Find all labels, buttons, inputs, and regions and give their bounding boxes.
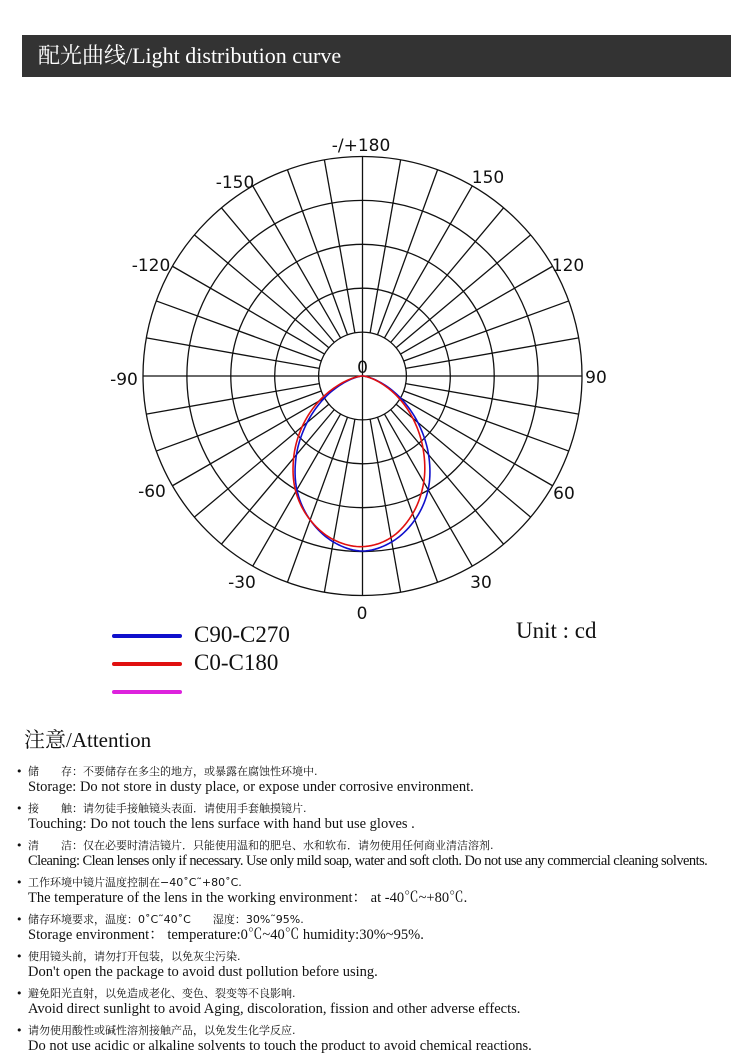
note-en: Cleaning: Clean lenses only if necessary. Use only mild soap, water and soft cloth. Do not use any commercial cleaning solvents. xyxy=(28,853,708,869)
note-zh: 清 洁：仅在必要时清洁镜片．只能使用温和的肥皂、水和软布．请勿使用任何商业清洁溶剂. xyxy=(28,839,494,852)
angle-label: -30 xyxy=(228,573,256,593)
attention-item-storage xyxy=(16,764,746,796)
bullet-icon: • xyxy=(16,876,23,889)
grid-spoke xyxy=(146,338,319,368)
attention-item-touching xyxy=(16,801,746,833)
attention-item-working-temp xyxy=(16,875,746,907)
polar-chart xyxy=(0,120,750,620)
legend-label: C90-C270 xyxy=(194,622,290,647)
note-zh: 请勿使用酸性或碱性溶剂接触产品，以免发生化学反应. xyxy=(28,1024,296,1037)
note-en: Storage: Do not store in dusty place, or expose under corrosive environment. xyxy=(28,779,474,795)
angle-label: -/+180 xyxy=(331,136,391,156)
note-zh: 工作环境中镜片温度控制在−40˚C˜+80˚C. xyxy=(28,876,242,889)
bullet-icon: • xyxy=(16,987,23,1000)
grid-spoke xyxy=(221,208,334,343)
grid-spoke xyxy=(404,301,569,361)
attention-title: 注意/Attention xyxy=(24,728,152,752)
grid-spoke xyxy=(370,160,400,333)
note-zh: 使用镜头前，请勿打开包装，以免灰尘污染. xyxy=(28,950,241,963)
section-header xyxy=(22,35,731,77)
grid-spoke xyxy=(378,170,438,335)
grid-spoke xyxy=(324,419,354,592)
legend-swatch-blue xyxy=(112,634,182,638)
grid-spoke xyxy=(384,186,472,338)
polar-plot xyxy=(0,120,750,620)
grid-spoke xyxy=(378,417,438,582)
grid-spoke xyxy=(221,410,334,545)
note-en: Don't open the package to avoid dust pollution before using. xyxy=(28,964,378,980)
bullet-icon: • xyxy=(16,839,23,852)
bullet-icon: • xyxy=(16,802,23,815)
angle-label: 120 xyxy=(551,256,585,276)
grid-spoke xyxy=(401,398,553,486)
grid-spoke xyxy=(287,170,347,335)
grid-spoke xyxy=(172,398,324,486)
grid-spoke xyxy=(396,235,531,348)
grid-spoke xyxy=(406,384,579,414)
angle-label: -120 xyxy=(131,256,171,276)
angle-label: 0 xyxy=(356,604,368,620)
unit-label: Unit : cd xyxy=(516,618,597,643)
section-title: 配光曲线/Light distribution curve xyxy=(38,43,342,68)
angle-label: -150 xyxy=(215,173,255,193)
legend-swatch-red xyxy=(112,662,182,666)
legend-swatch-magenta xyxy=(112,690,182,694)
center-label: 0 xyxy=(357,358,368,378)
note-en: Avoid direct sunlight to avoid Aging, discoloration, fission and other adverse effects. xyxy=(28,1001,521,1017)
bullet-icon: • xyxy=(16,765,23,778)
angle-label: 30 xyxy=(470,573,492,593)
legend-label: C0-C180 xyxy=(194,650,279,675)
grid-spoke xyxy=(391,410,504,545)
grid-spoke xyxy=(391,208,504,343)
note-en: Touching: Do not touch the lens surface with hand but use gloves . xyxy=(28,816,415,832)
note-en: Do not use acidic or alkaline solvents to touch the product to avoid chemical reactions. xyxy=(28,1038,532,1054)
note-en: Storage environment： temperature:0℃~40℃ humidity:30%~95%. xyxy=(28,927,424,943)
grid-spoke xyxy=(156,301,321,361)
angle-label: 90 xyxy=(585,368,607,388)
grid-spoke xyxy=(253,186,341,338)
attention-item-package xyxy=(16,949,746,981)
grid-spoke xyxy=(324,160,354,333)
bullet-icon: • xyxy=(16,1024,23,1037)
grid-spoke xyxy=(406,338,579,368)
angle-label: -90 xyxy=(110,370,138,390)
bullet-icon: • xyxy=(16,950,23,963)
attention-item-sunlight xyxy=(16,986,746,1018)
grid-spoke xyxy=(172,266,324,354)
grid-spoke xyxy=(146,384,319,414)
grid-spoke xyxy=(404,391,569,451)
angle-labels xyxy=(110,136,607,620)
angle-label: -60 xyxy=(138,482,166,502)
grid-spoke xyxy=(401,266,553,354)
note-zh: 储存环境要求，温度：0˚C˜40˚C 湿度：30%˜95%. xyxy=(28,913,304,926)
bullet-icon: • xyxy=(16,913,23,926)
note-zh: 储 存：不要储存在多尘的地方，或暴露在腐蚀性环境中. xyxy=(28,765,318,778)
note-zh: 避免阳光直射，以免造成老化、变色、裂变等不良影响. xyxy=(28,987,296,1000)
grid-spoke xyxy=(194,235,329,348)
attention-item-solvents xyxy=(16,1023,746,1055)
attention-item-cleaning xyxy=(16,838,746,870)
attention-item-storage-env xyxy=(16,912,746,944)
angle-label: 60 xyxy=(553,484,575,504)
note-zh: 接 触：请勿徒手接触镜头表面．请使用手套触摸镜片. xyxy=(28,802,307,815)
note-en: The temperature of the lens in the working environment： at -40℃~+80℃. xyxy=(28,890,468,906)
attention-list xyxy=(16,764,746,1060)
grid-spoke xyxy=(370,419,400,592)
angle-label: 150 xyxy=(471,168,505,188)
